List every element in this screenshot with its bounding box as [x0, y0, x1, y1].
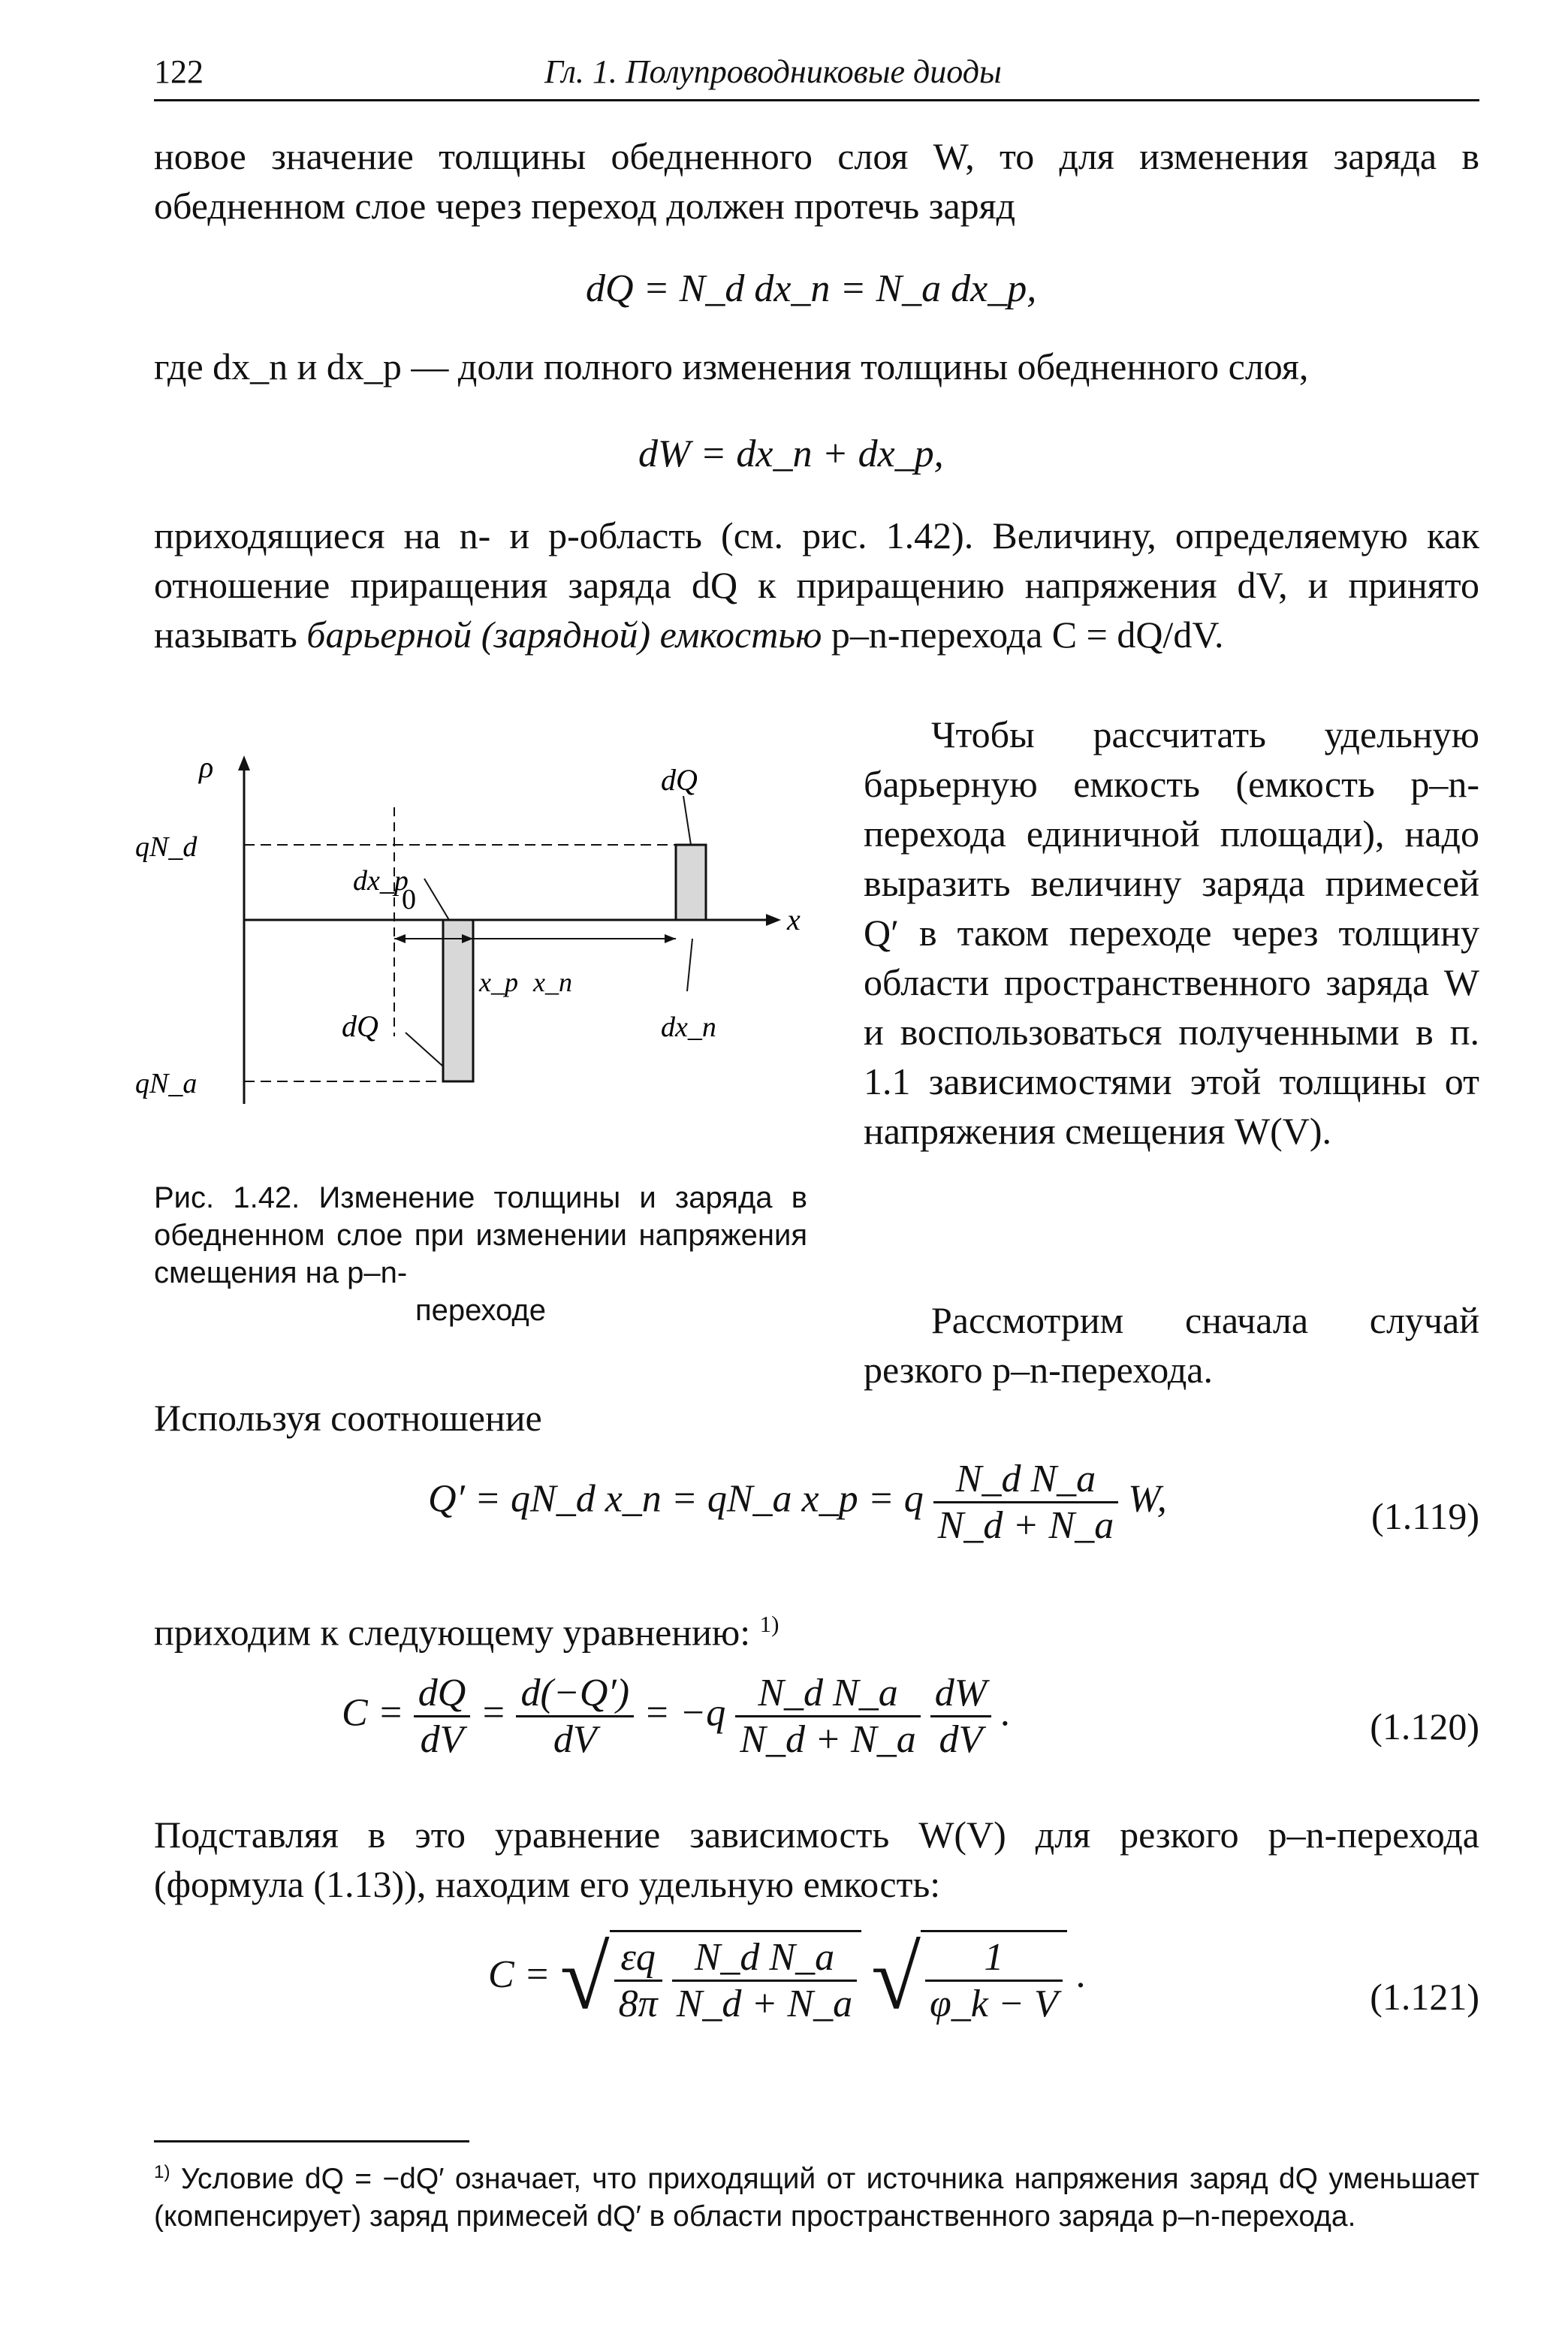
eq120-tail: . — [1001, 1691, 1012, 1735]
equation-1-119 — [428, 1457, 1167, 1548]
footnote-marker: 1) — [154, 2162, 170, 2182]
equation-number-1-120: (1.120) — [1370, 1705, 1479, 1747]
paragraph-3 — [154, 511, 1479, 659]
label-dxp: dx_p — [353, 865, 409, 897]
figure-1-42 — [128, 751, 819, 1126]
eq120-f4-den: dV — [939, 1718, 983, 1761]
eq120-f4-num: dW — [930, 1671, 991, 1717]
x-axis-arrow — [766, 914, 781, 926]
dimension-arrow-origin — [394, 934, 406, 943]
page-header — [154, 47, 1479, 101]
figure-caption-main: Рис. 1.42. Изменение толщины и заряда в обедненном слое при изменении напряжения смещения на p–n- — [154, 1181, 807, 1289]
eq120-f1-num: dQ — [414, 1671, 471, 1717]
paragraph-7 — [154, 1600, 1479, 1657]
sqrt-sign-2: √ — [871, 1928, 921, 2028]
dq-top-leader — [683, 796, 691, 845]
eq121-fraction-c — [925, 1935, 1063, 2026]
eq120-f1-den: dV — [420, 1718, 464, 1761]
eq120-f3-num: N_d N_a — [735, 1671, 920, 1717]
dxp-leader — [424, 879, 449, 920]
eq120-f2-den: dV — [553, 1718, 597, 1761]
figure-caption — [154, 1179, 807, 1329]
eq120-f2-num: d(−Q′) — [516, 1671, 634, 1717]
eq120-fraction-1 — [414, 1671, 471, 1762]
paragraph-4: Чтобы рассчитать удельную барьерную емкость (емкость p–n-перехода единичной площади), надо выразить величину заряда примесей Q′ в таком переходе через толщину области пространственного заряда W и воспользоваться полученными в п. 1.1 зависимостями этой толщины от напряжения смещения W(V). — [864, 713, 1479, 1152]
rho-axis-arrow — [238, 755, 250, 770]
eq120-fraction-2 — [516, 1671, 634, 1762]
eq120-f3-den: N_d + N_a — [740, 1718, 916, 1761]
eq121-c: C = — [488, 1952, 550, 1996]
footnote-rule — [154, 2140, 469, 2142]
label-dq-top: dQ — [661, 763, 698, 797]
eq120-fraction-4 — [930, 1671, 991, 1762]
eq121-b-num: N_d N_a — [672, 1935, 857, 1982]
dxn-leader — [687, 939, 692, 991]
term-barrier-capacitance: барьерной (зарядной) емкостью — [306, 614, 822, 656]
paragraph-2: где dx_n и dx_p — доли полного изменения толщины обедненного слоя, — [154, 345, 1309, 387]
eq120-c: C = — [342, 1691, 404, 1735]
eq121-b-den: N_d + N_a — [676, 1983, 853, 2025]
eq121-fraction-b — [672, 1935, 857, 2026]
paragraph-3-end: p–n-перехода C = dQ/dV. — [822, 614, 1224, 656]
equation-1-120 — [342, 1671, 1011, 1762]
dq-strip-p — [443, 920, 473, 1081]
dimension-arrow-xn — [665, 934, 676, 943]
label-qna: qN_a — [135, 1068, 198, 1099]
label-x: x — [787, 903, 801, 936]
paragraph-3-start: приходящиеся на n- и p-область (см. рис. 1.42). Величину, определяемую как отношение приращения заряда dQ к приращению напряжения dV, и принято называть — [154, 514, 1479, 656]
sqrt-body-2 — [921, 1930, 1067, 2026]
paragraph-8: Подставляя в это уравнение зависимость W(V) для резкого p–n-перехода (формула (1.13)), находим его удельную емкость: — [154, 1814, 1479, 1905]
label-dq-bottom: dQ — [342, 1009, 378, 1043]
eq120-eq2: = — [480, 1691, 507, 1735]
charge-distribution-diagram — [128, 751, 819, 1126]
eq121-c-den: φ_k − V — [930, 1983, 1058, 2025]
label-rho: ρ — [199, 751, 214, 784]
eq121-fraction-a — [614, 1935, 662, 2026]
label-xp: x_p — [479, 967, 518, 997]
paragraph-1: новое значение толщины обедненного слоя W, то для изменения заряда в обедненном слое через переход должен протечь заряд — [154, 135, 1479, 227]
eq119-tail: W, — [1128, 1477, 1167, 1521]
eq120-fraction-3 — [735, 1671, 920, 1762]
eq119-num: N_d N_a — [933, 1457, 1118, 1503]
eq121-c-num: 1 — [925, 1935, 1063, 1982]
label-qnd: qN_d — [135, 831, 198, 863]
sqrt-body-1 — [610, 1930, 862, 2026]
eq121-tail: . — [1076, 1952, 1087, 1996]
dq-bottom-leader — [406, 1033, 443, 1066]
running-title: Гл. 1. Полупроводниковые диоды — [544, 53, 1002, 90]
figure-caption-last-line: переходе — [415, 1294, 547, 1327]
label-xn: x_n — [533, 967, 572, 997]
paragraph-6: Используя соотношение — [154, 1397, 542, 1439]
footnote — [154, 2154, 1479, 2236]
equation-number-1-121: (1.121) — [1370, 1976, 1479, 2018]
footnote-reference: 1) — [759, 1611, 779, 1637]
equation-dw: dW = dx_n + dx_p, — [638, 433, 944, 475]
label-zero: 0 — [402, 884, 416, 915]
paragraph-5: Рассмотрим сначала случай резкого p–n-перехода. — [864, 1299, 1479, 1391]
page-number: 122 — [154, 53, 204, 90]
paragraph-7-text: приходим к следующему уравнению: — [154, 1611, 751, 1654]
equation-dq: dQ = N_d dx_n = N_a dx_p, — [586, 267, 1037, 310]
eq119-fraction — [933, 1457, 1118, 1548]
eq120-eq3: = −q — [644, 1691, 726, 1735]
footnote-text: Условие dQ = −dQ′ означает, что приходящий от источника напряжения заряд dQ уменьшает (компенсирует) заряд примесей dQ′ в области пространственного заряда p–n-перехода. — [154, 2163, 1479, 2233]
label-dxn: dx_n — [661, 1012, 716, 1043]
equation-1-121 — [488, 1926, 1087, 2030]
equation-number-1-119: (1.119) — [1371, 1495, 1479, 1537]
eq119-lhs: Q′ = qN_d x_n = qN_a x_p = q — [428, 1477, 924, 1521]
eq121-a-num: εq — [614, 1935, 662, 1982]
eq121-a-den: 8π — [618, 1983, 658, 2025]
sqrt-sign-1: √ — [559, 1928, 610, 2028]
dq-strip-n — [676, 845, 706, 920]
eq119-den: N_d + N_a — [937, 1504, 1114, 1547]
